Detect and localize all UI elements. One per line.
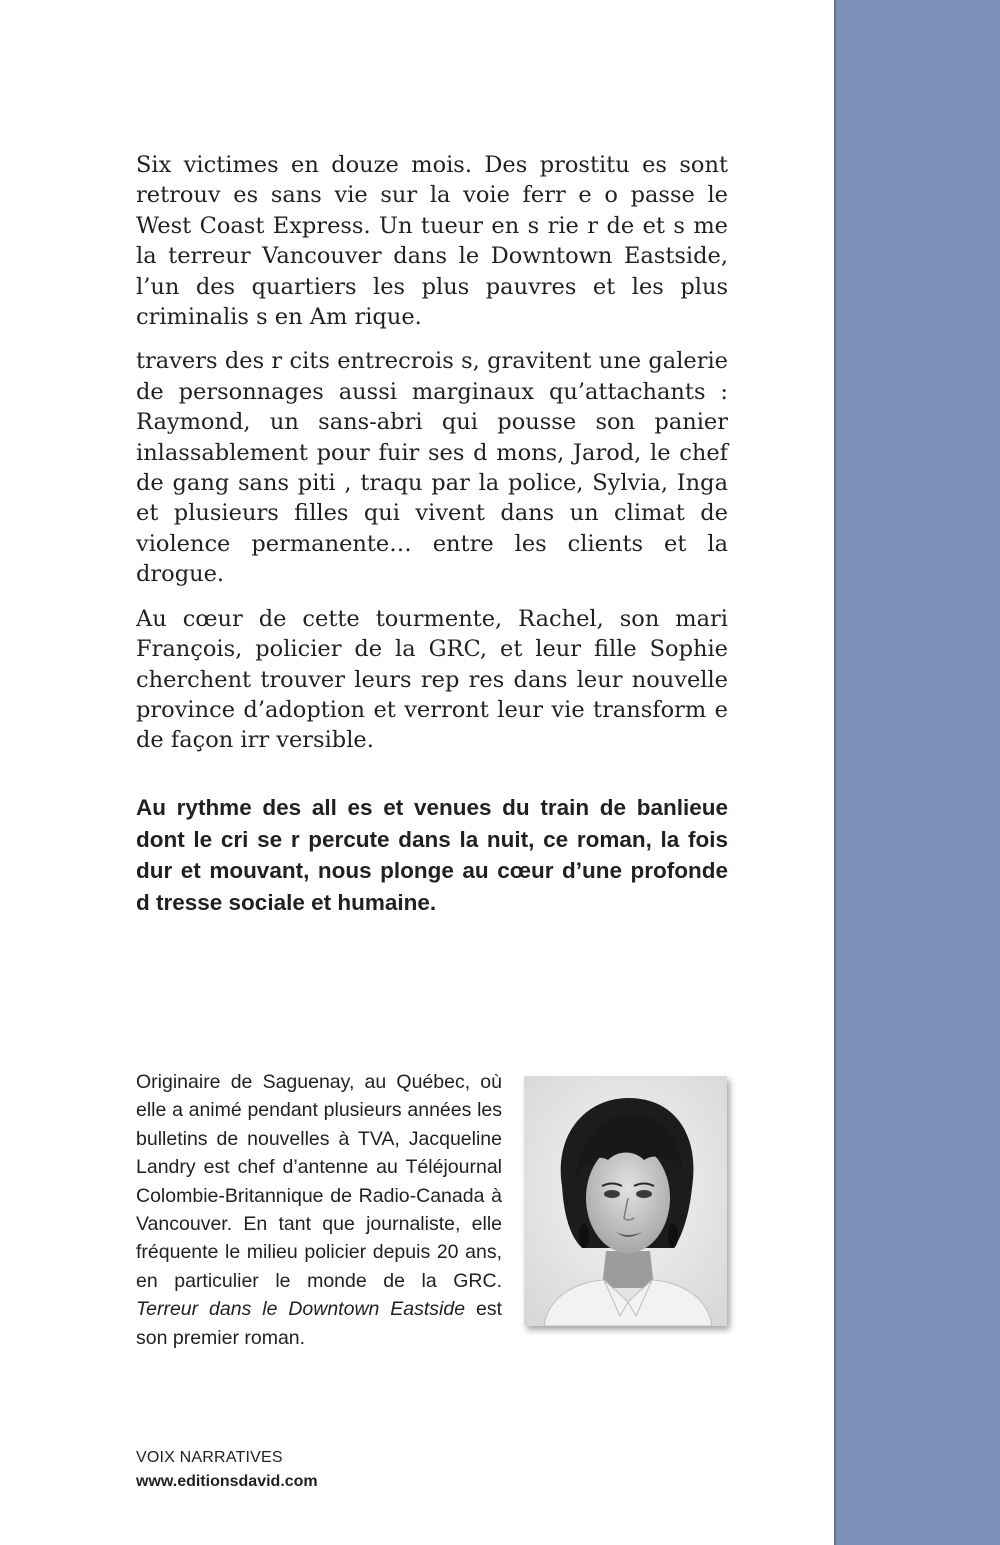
author-bio: [136, 1068, 502, 1352]
synopsis-paragraph-3: Au cœur de cette tourmente, Rachel, son mari François, policier de la GRC, et leur fille Sophie cherchent trouver leurs rep res dans leur nouvelle province d’adoption et verront leur vie transform e de façon irr versible.: [136, 605, 728, 754]
synopsis-paragraph-1: Six victimes en douze mois. Des prostitu es sont retrouv es sans vie sur la voie ferr e o passe le West Coast Express. Un tueur en s rie r de et s me la terreur Vancouver dans le Downtown Eastside, l’un des quartiers les plus pauvres et les plus criminalis s en Am rique.: [136, 152, 728, 331]
author-bio-closing: est son premier roman.: [136, 1298, 503, 1349]
author-portrait: [524, 1076, 727, 1326]
tagline: Au rythme des all es et venues du train de banlieue dont le cri se r percute dans la nuit, ce roman, la fois dur et mouvant, nous plonge au cœur d’une profonde d tresse sociale et humaine.: [136, 795, 728, 915]
author-bio-text: Originaire de Saguenay, au Québec, où elle a animé pendant plusieurs années les bulletins de nouvelles à TVA, Jacqueline Landry est chef d’antenne au Téléjournal Colombie-Britannique de Radio-Canada à Vancouver. En tant que journaliste, elle fréquente le milieu policier depuis 20 ans, en particulier le monde de la GRC.: [136, 1071, 502, 1292]
side-color-band: [834, 0, 1000, 1545]
synopsis: [136, 150, 728, 770]
collection-name: VOIX NARRATIVES: [136, 1449, 283, 1466]
synopsis-paragraph-2: travers des r cits entrecrois s, gravitent une galerie de personnages aussi marginaux qu’attachants : Raymond, un sans-abri qui pousse son panier inlassablement pour fuir ses d mons, Jarod, le chef de gang sans piti , traqu par la police, Sylvia, Inga et plusieurs filles qui vivent dans un climat de violence permanente… entre les clients et la drogue.: [136, 348, 728, 588]
publisher-website: www.editionsdavid.com: [136, 1473, 318, 1490]
footer: [136, 1446, 318, 1494]
book-title: Terreur dans le Downtown Eastside: [136, 1298, 466, 1321]
